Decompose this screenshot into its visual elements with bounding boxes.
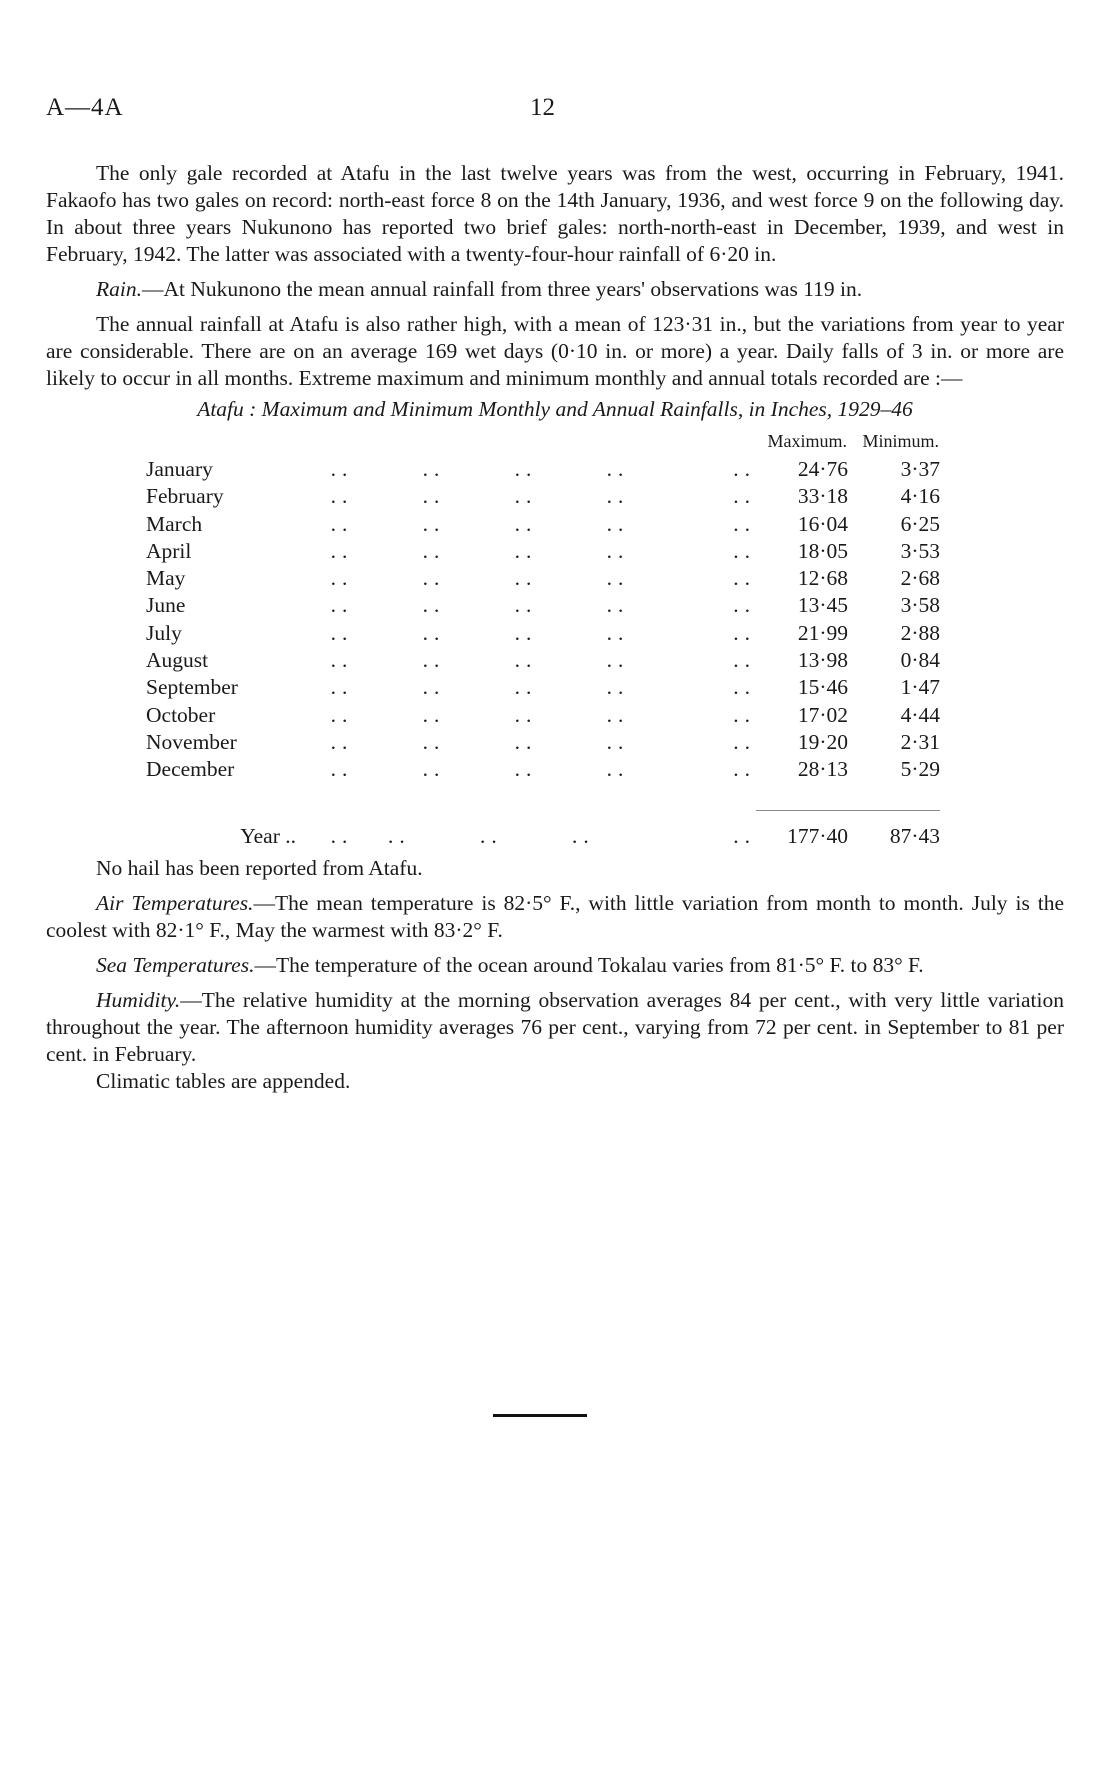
min-value: 2·68	[900, 566, 940, 591]
table-row	[146, 674, 940, 701]
leader-dots: ..	[733, 484, 756, 509]
leader-dots: ..	[330, 729, 354, 754]
leader-dots: ..	[330, 457, 354, 481]
paragraph-hail: No hail has been reported from Atafu.	[96, 855, 423, 880]
leader-dots: ..	[733, 538, 756, 563]
leader-dots: ..	[422, 566, 446, 591]
max-value: 28·13	[797, 757, 848, 782]
month-label: March	[146, 511, 203, 536]
leader-dots: ..	[422, 729, 446, 754]
leader-dots: ..	[606, 648, 630, 673]
paragraph-rain	[46, 276, 1064, 303]
leader-dots: ..	[733, 620, 756, 645]
min-value: 5·29	[900, 757, 940, 782]
sea-heading: Sea Temperatures.	[96, 952, 255, 977]
year-max: 177·40	[787, 824, 848, 849]
month-label: July	[146, 620, 182, 645]
leader-dots: ..	[330, 648, 354, 673]
max-value: 16·04	[797, 511, 848, 536]
leader-dots: ..	[606, 566, 630, 591]
leader-dots: ..	[606, 729, 630, 754]
min-value: 0·84	[900, 648, 940, 673]
leader-dots: ..	[330, 593, 354, 618]
leader-dots: ..	[330, 538, 354, 563]
sum-rule	[756, 784, 848, 811]
leader-dots: ..	[422, 702, 446, 727]
month-label: December	[146, 757, 235, 782]
leader-dots: ..	[330, 511, 354, 536]
leader-dots: ..	[733, 566, 756, 591]
leader-dots: ..	[733, 648, 756, 673]
air-text: —The mean temperature is 82·5° F., with little variation from month to month. July is the coolest with 82·1° F., May the warmest with 83·2° F.	[46, 890, 1064, 942]
max-value: 13·98	[797, 648, 848, 673]
min-value: 4·16	[900, 484, 940, 509]
air-heading: Air Temperatures.	[96, 890, 254, 915]
rain-text: —At Nukunono the mean annual rainfall from three years' observations was 119 in.	[141, 277, 863, 301]
column-header-maximum: Maximum.	[767, 431, 847, 451]
leader-dots: ..	[514, 566, 538, 591]
leader-dots: ..	[330, 566, 354, 591]
humidity-text: —The relative humidity at the morning observation averages 84 per cent., with very little variation throughout the year. The afternoon humidity averages 76 per cent., varying from 72 per cent. in September to 81 per cent. in February.	[46, 987, 1064, 1066]
month-label: October	[146, 702, 216, 727]
min-value: 2·31	[900, 729, 940, 754]
leader-dots: ..	[733, 593, 756, 618]
leader-dots: ..	[514, 620, 538, 645]
leader-dots: ..	[514, 729, 538, 754]
leader-dots: ..	[514, 538, 538, 563]
paragraph-humidity	[46, 987, 1064, 1068]
leader-dots: ..	[733, 457, 756, 481]
leader-dots: ..	[514, 675, 538, 700]
year-label: Year ..	[240, 824, 296, 849]
table-row	[146, 592, 940, 619]
leader-dots: ..	[606, 593, 630, 618]
leader-dots: ..	[733, 729, 756, 754]
leader-dots: ..	[733, 675, 756, 700]
month-label: August	[146, 648, 209, 673]
table-row	[146, 538, 940, 565]
max-value: 18·05	[797, 538, 848, 563]
leader-dots: ..	[422, 648, 446, 673]
leader-dots: ..	[733, 824, 756, 849]
paragraph-sea-temperatures	[46, 952, 1064, 979]
leader-dots: ..	[330, 824, 354, 849]
leader-dots: ..	[422, 538, 446, 563]
column-header-minimum: Minimum.	[862, 431, 939, 451]
leader-dots: ..	[606, 620, 630, 645]
table-row	[146, 702, 940, 729]
leader-dots: ..	[330, 757, 354, 782]
table-row	[146, 729, 940, 756]
leader-dots: ..	[514, 648, 538, 673]
humidity-heading: Humidity.	[96, 987, 181, 1012]
max-value: 15·46	[797, 675, 848, 700]
min-value: 3·58	[900, 593, 940, 618]
month-label: November	[146, 729, 237, 754]
month-label: May	[146, 566, 186, 591]
month-label: September	[146, 675, 238, 700]
year-min: 87·43	[889, 824, 940, 849]
paragraph-air-temperatures	[46, 890, 1064, 944]
leader-dots: ..	[330, 702, 354, 727]
leader-dots: ..	[422, 593, 446, 618]
max-value: 19·20	[797, 729, 848, 754]
leader-dots: ..	[422, 511, 446, 536]
min-value: 6·25	[900, 511, 940, 536]
end-rule	[493, 1414, 587, 1417]
table-row	[146, 620, 940, 647]
document-body	[46, 160, 1064, 1103]
leader-dots: ..	[733, 702, 756, 727]
leader-dots: ..	[330, 484, 354, 509]
table-row	[146, 511, 940, 538]
min-value: 3·53	[900, 538, 940, 563]
table-row-year	[146, 811, 940, 851]
min-value: 4·44	[900, 702, 940, 727]
month-label: April	[146, 538, 192, 563]
leader-dots: ..	[514, 457, 538, 481]
min-value: 1·47	[900, 675, 940, 700]
leader-dots: ..	[606, 757, 630, 782]
max-value: 17·02	[797, 702, 848, 727]
leader-dots: ..	[422, 757, 446, 782]
leader-dots: ..	[514, 593, 538, 618]
leader-dots: ..	[606, 538, 630, 563]
leader-dots: ..	[422, 620, 446, 645]
rain-heading: Rain.	[96, 277, 142, 301]
leader-dots: ..	[514, 484, 538, 509]
leader-dots: ..	[422, 457, 446, 481]
rainfall-table	[146, 427, 940, 851]
leader-dots: ..	[388, 824, 411, 849]
leader-dots: ..	[514, 702, 538, 727]
leader-dots: ..	[422, 675, 446, 700]
leader-dots: ..	[330, 620, 354, 645]
table-row	[146, 483, 940, 510]
table-row	[146, 565, 940, 592]
month-label: January	[146, 457, 213, 481]
min-value: 3·37	[900, 457, 940, 481]
paragraph-gales: The only gale recorded at Atafu in the last twelve years was from the west, occurring in February, 1941. Fakaofo has two gales on record: north-east force 8 on the 14th January, 1936, and west force 9 on the following day. In about three years Nukunono has reported two brief gales: north-north-east in December, 1939, and west in February, 1942. The latter was associated with a twenty-four-hour rainfall of 6·20 in.	[46, 161, 1064, 266]
leader-dots: ..	[514, 511, 538, 536]
leader-dots: ..	[606, 457, 630, 481]
leader-dots: ..	[422, 484, 446, 509]
table-row	[146, 456, 940, 483]
document-reference: A—4A	[46, 94, 124, 121]
leader-dots: ..	[330, 675, 354, 700]
max-value: 24·76	[797, 457, 848, 481]
min-value: 2·88	[900, 620, 940, 645]
leader-dots: ..	[606, 675, 630, 700]
paragraph-appended: Climatic tables are appended.	[96, 1068, 351, 1093]
month-label: June	[146, 593, 186, 618]
leader-dots: ..	[606, 511, 630, 536]
leader-dots: ..	[733, 511, 756, 536]
month-label: February	[146, 484, 224, 509]
leader-dots: ..	[514, 757, 538, 782]
leader-dots: ..	[733, 757, 756, 782]
max-value: 33·18	[797, 484, 848, 509]
table-caption: Atafu : Maximum and Minimum Monthly and Annual Rainfalls, in Inches, 1929–46	[197, 397, 913, 421]
paragraph-atafu-rain: The annual rainfall at Atafu is also rather high, with a mean of 123·31 in., but the variations from year to year are considerable. There are on an average 169 wet days (0·10 in. or more) a year. Daily falls of 3 in. or more are likely to occur in all months. Extreme maximum and minimum monthly and annual totals recorded are :—	[46, 312, 1064, 390]
max-value: 12·68	[797, 566, 848, 591]
max-value: 13·45	[797, 593, 848, 618]
leader-dots: ..	[606, 702, 630, 727]
page-number: 12	[530, 94, 555, 121]
table-row	[146, 756, 940, 783]
leader-dots: ..	[480, 824, 503, 849]
sum-rule	[848, 784, 940, 811]
leader-dots: ..	[572, 824, 595, 849]
leader-dots: ..	[606, 484, 630, 509]
max-value: 21·99	[797, 620, 848, 645]
table-row	[146, 647, 940, 674]
sea-text: —The temperature of the ocean around Tokalau varies from 81·5° F. to 83° F.	[254, 952, 924, 977]
